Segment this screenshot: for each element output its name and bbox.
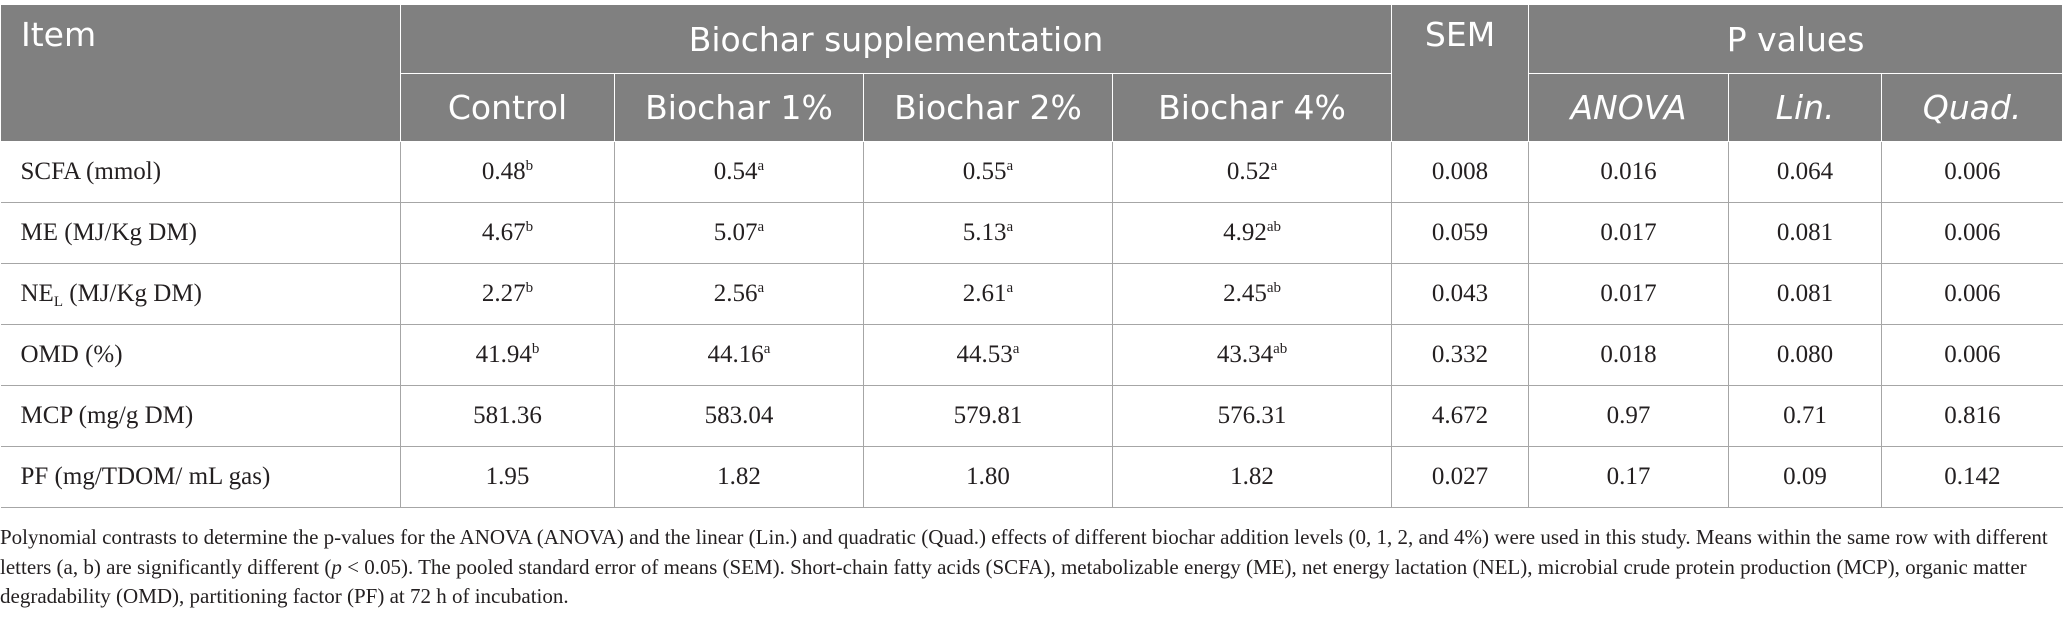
table-row (1, 142, 2063, 203)
sem-cell: 0.332 (1392, 325, 1529, 386)
biochar-1-cell: 44.16$^a$ (615, 325, 864, 386)
anova-cell: 0.018 (1529, 325, 1729, 386)
biochar-1-cell: 583.04 (615, 386, 864, 447)
lin-cell: 0.081 (1729, 203, 1882, 264)
control-cell: 2.27$^b$ (401, 264, 615, 325)
control-cell: 4.67$^b$ (401, 203, 615, 264)
biochar-group-header: Biochar supplementation (401, 5, 1392, 74)
table-row (1, 264, 2063, 325)
biochar-4-cell: 2.45$^{ab}$ (1113, 264, 1392, 325)
table-row (1, 325, 2063, 386)
biochar-4-cell: 1.82 (1113, 447, 1392, 508)
sem-cell: 0.008 (1392, 142, 1529, 203)
biochar-4-cell: 0.52$^a$ (1113, 142, 1392, 203)
lin-cell: 0.09 (1729, 447, 1882, 508)
row-label: $NE_L$ (MJ/Kg DM) (1, 264, 401, 325)
quad-cell: 0.006 (1882, 203, 2063, 264)
table-footnote: Polynomial contrasts to determine the p-values for the ANOVA (ANOVA) and the linear (Lin.) and quadratic (Quad.) effects of different biochar addition levels (0, 1, 2, and 4%) were used in this study. Means within the same row with different letters (a, b) are significantly different (p < 0.05). The pooled standard error of means (SEM). Short-chain fatty acids (SCFA), metabolizable energy (ME), net energy lactation (NEL), microbial crude protein production (MCP), organic matter degradability (OMD), partitioning factor (PF) at 72 h of incubation. (0, 525, 2048, 608)
lin-cell: 0.71 (1729, 386, 1882, 447)
results-table (0, 4, 2063, 508)
row-label: ME (MJ/Kg DM) (1, 203, 401, 264)
quad-cell: 0.006 (1882, 142, 2063, 203)
table-row (1, 447, 2063, 508)
anova-header: ANOVA (1529, 74, 1729, 142)
biochar-4-cell: 4.92$^{ab}$ (1113, 203, 1392, 264)
sem-header: SEM (1392, 5, 1529, 142)
table-row (1, 203, 2063, 264)
biochar-2-cell: 2.61$^a$ (864, 264, 1113, 325)
biochar-2-cell: 579.81 (864, 386, 1113, 447)
biochar-2-cell: 5.13$^a$ (864, 203, 1113, 264)
anova-cell: 0.97 (1529, 386, 1729, 447)
biochar-2-cell: 0.55$^a$ (864, 142, 1113, 203)
quad-cell: 0.816 (1882, 386, 2063, 447)
biochar-1-cell: 1.82 (615, 447, 864, 508)
row-label: OMD (%) (1, 325, 401, 386)
biochar-4-cell: 576.31 (1113, 386, 1392, 447)
control-cell: 0.48$^b$ (401, 142, 615, 203)
control-header: Control (401, 74, 615, 142)
row-label: SCFA (mmol) (1, 142, 401, 203)
item-header: Item (1, 5, 401, 142)
anova-cell: 0.17 (1529, 447, 1729, 508)
control-cell: 41.94$^b$ (401, 325, 615, 386)
biochar-1-header: Biochar 1% (615, 74, 864, 142)
biochar-2-cell: 1.80 (864, 447, 1113, 508)
anova-cell: 0.017 (1529, 203, 1729, 264)
sem-cell: 4.672 (1392, 386, 1529, 447)
row-label: PF (mg/TDOM/ mL gas) (1, 447, 401, 508)
lin-header: Lin. (1729, 74, 1882, 142)
quad-cell: 0.142 (1882, 447, 2063, 508)
biochar-2-cell: 44.53$^a$ (864, 325, 1113, 386)
pvalues-group-header: P values (1529, 5, 2063, 74)
anova-cell: 0.016 (1529, 142, 1729, 203)
lin-cell: 0.080 (1729, 325, 1882, 386)
sem-cell: 0.043 (1392, 264, 1529, 325)
lin-cell: 0.064 (1729, 142, 1882, 203)
control-cell: 1.95 (401, 447, 615, 508)
sem-cell: 0.059 (1392, 203, 1529, 264)
quad-cell: 0.006 (1882, 325, 2063, 386)
quad-header: Quad. (1882, 74, 2063, 142)
row-label: MCP (mg/g DM) (1, 386, 401, 447)
table-row (1, 386, 2063, 447)
biochar-1-cell: 0.54$^a$ (615, 142, 864, 203)
biochar-4-header: Biochar 4% (1113, 74, 1392, 142)
control-cell: 581.36 (401, 386, 615, 447)
lin-cell: 0.081 (1729, 264, 1882, 325)
biochar-1-cell: 5.07$^a$ (615, 203, 864, 264)
biochar-2-header: Biochar 2% (864, 74, 1113, 142)
biochar-1-cell: 2.56$^a$ (615, 264, 864, 325)
anova-cell: 0.017 (1529, 264, 1729, 325)
biochar-4-cell: 43.34$^{ab}$ (1113, 325, 1392, 386)
sem-cell: 0.027 (1392, 447, 1529, 508)
quad-cell: 0.006 (1882, 264, 2063, 325)
